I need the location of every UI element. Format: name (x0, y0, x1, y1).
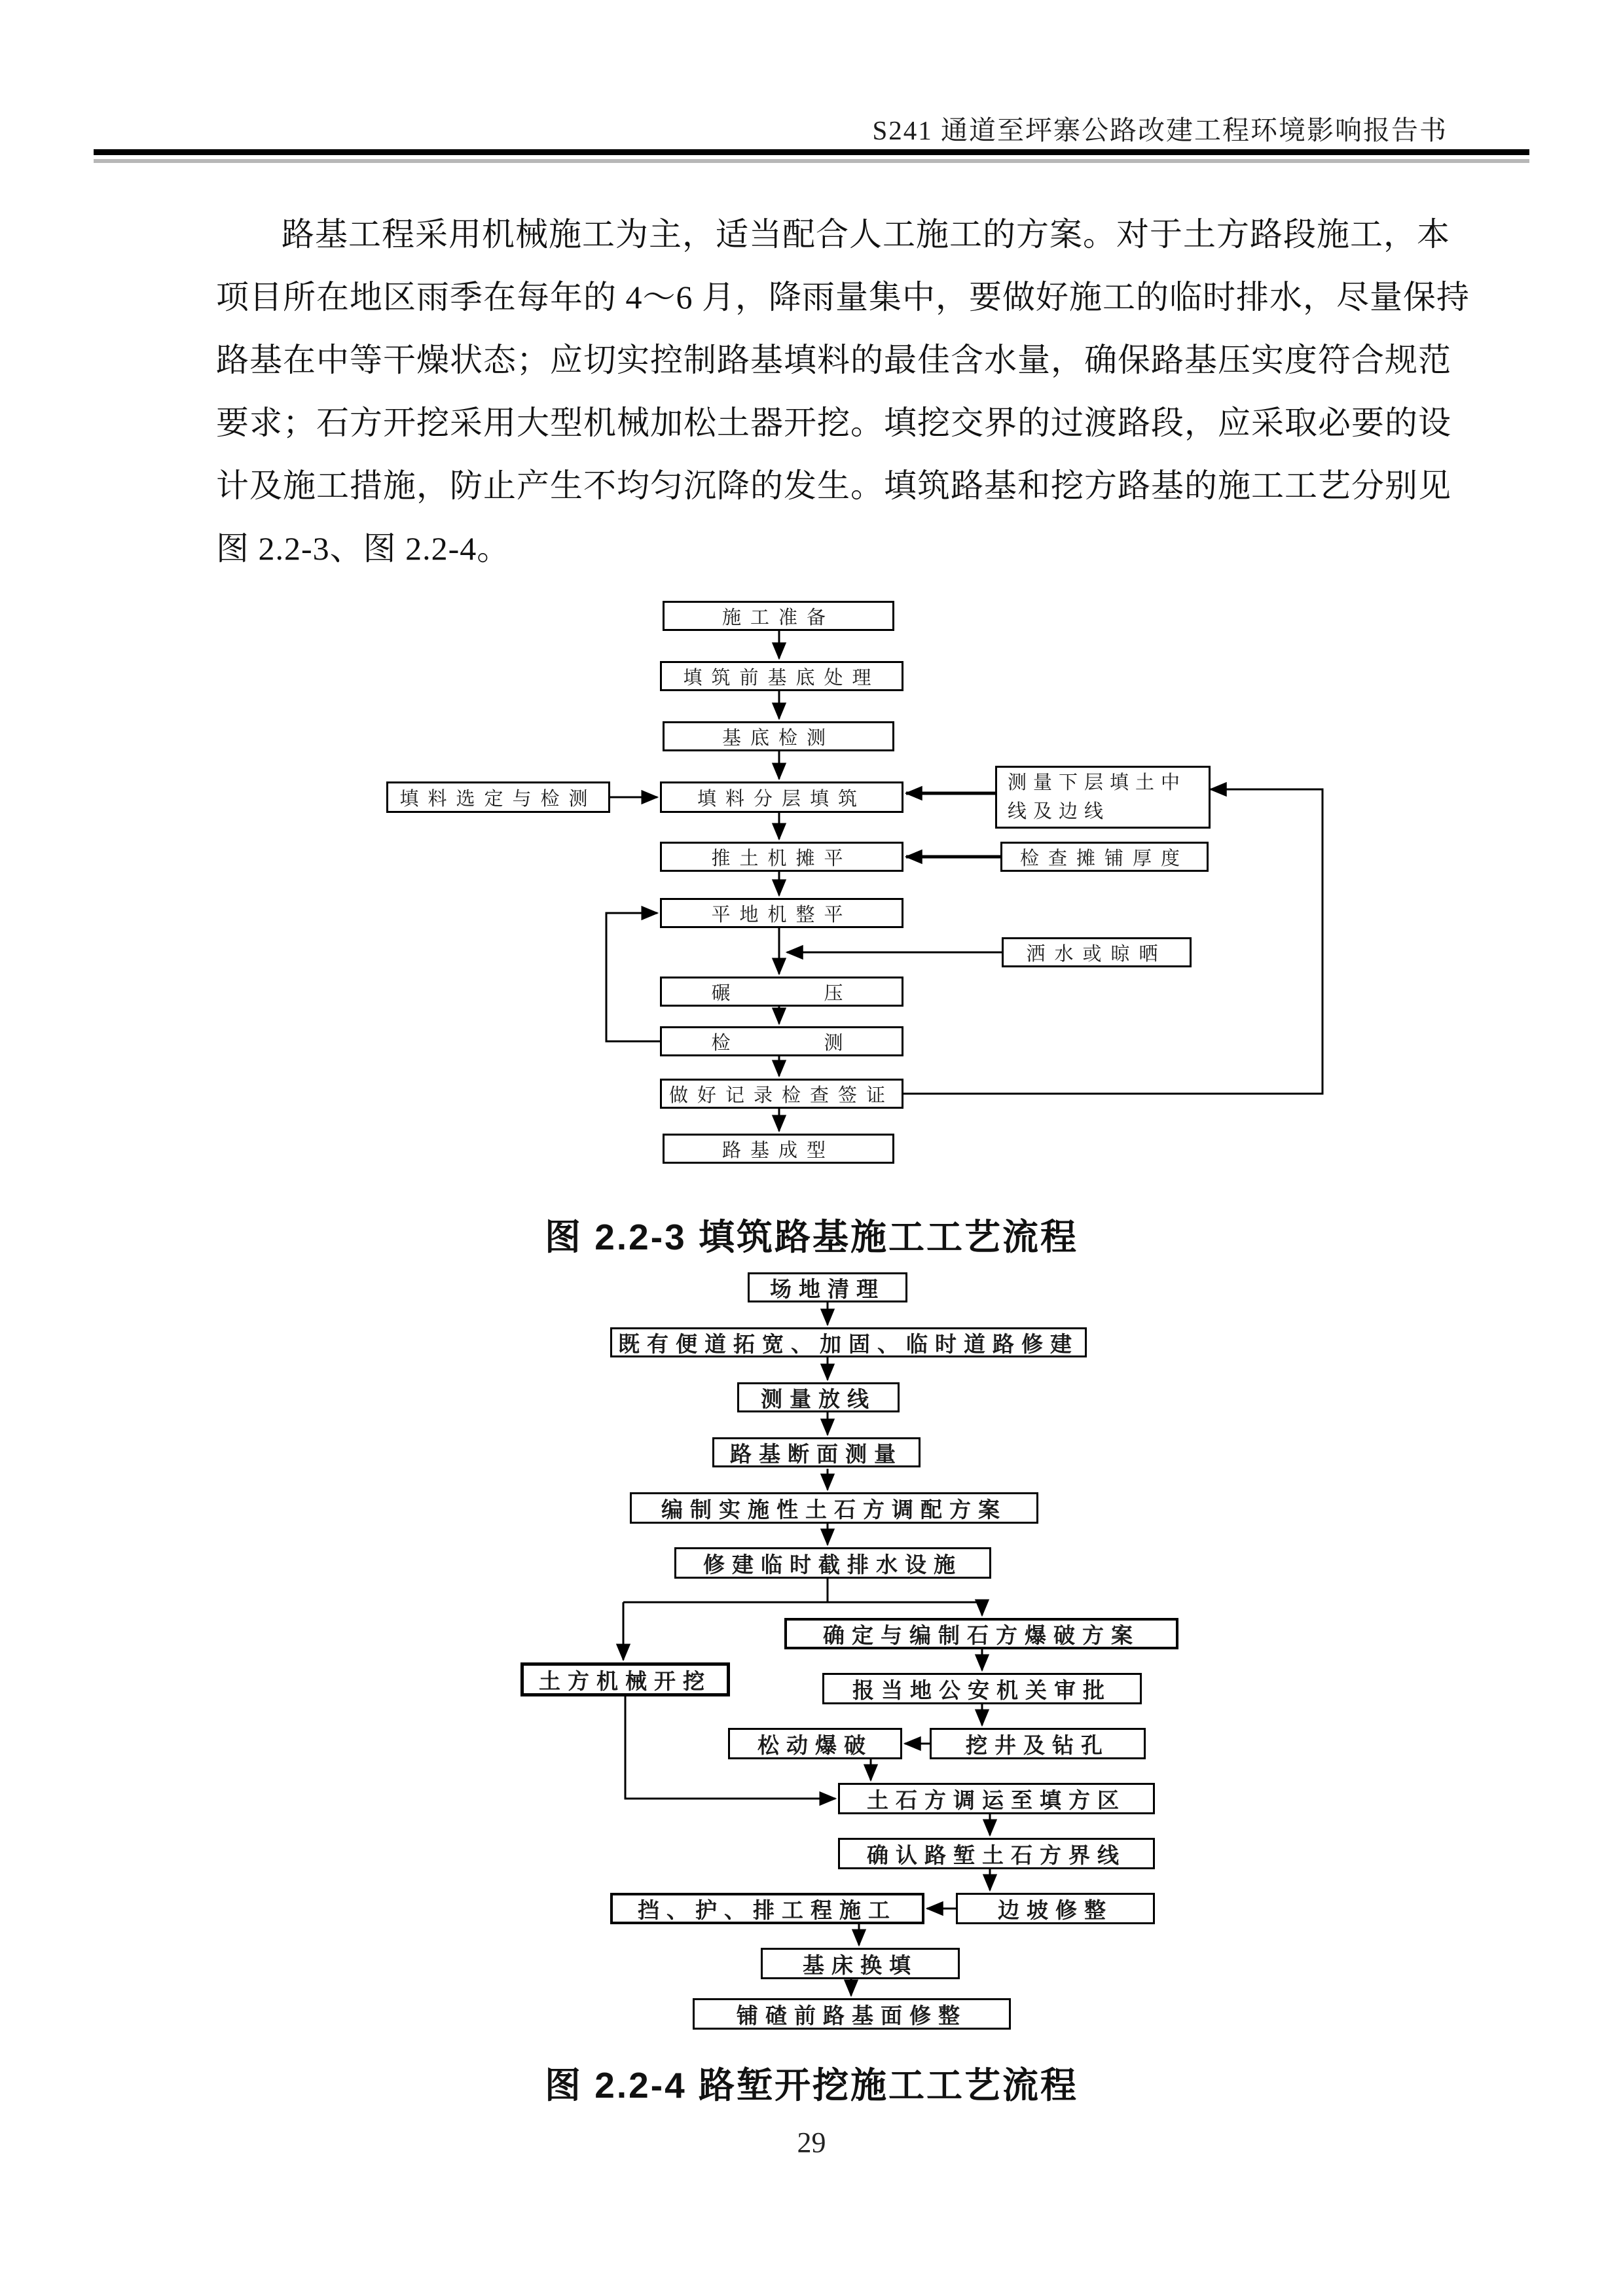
fc1-node-bulldozer-spread: 推土机摊平 (660, 842, 903, 872)
fc2-node-slope-trimming: 边坡修整 (956, 1893, 1155, 1924)
paragraph-line: 路基工程采用机械施工为主，适当配合人工施工的方案。对于土方路段施工，本 (282, 216, 1450, 253)
page-number: 29 (797, 2126, 826, 2159)
fc2-node-section-survey: 路基断面测量 (712, 1437, 921, 1467)
fc1-node-record-signoff: 做好记录检查签证 (660, 1079, 903, 1109)
fc2-node-loosening-blast: 松动爆破 (728, 1728, 902, 1759)
fc1-node-subgrade-formed: 路基成型 (663, 1134, 894, 1164)
fc2-node-mechanical-excavation: 土方机械开挖 (520, 1662, 730, 1696)
paragraph-line: 计及施工措施，防止产生不均匀沉降的发生。填筑路基和挖方路基的施工工艺分别见 (216, 467, 1451, 504)
fc2-node-temp-drainage: 修建临时截排水设施 (674, 1547, 991, 1579)
fc2-node-blasting-plan: 确定与编制石方爆破方案 (784, 1618, 1178, 1649)
fc1-node-measure-lines-row2: 线及边线 (1008, 801, 1110, 822)
paragraph-line: 项目所在地区雨季在每年的 4～6 月，降雨量集中，要做好施工的临时排水，尽量保持 (216, 279, 1470, 315)
fc2-node-bed-replacement: 基床换填 (761, 1948, 960, 1979)
fc1-node-material-selection: 填料选定与检测 (386, 781, 610, 813)
fc1-node-measure-lines (995, 766, 1211, 829)
fc1-node-construction-prep: 施工准备 (663, 601, 894, 631)
fc2-node-confirm-boundary: 确认路堑土石方界线 (838, 1838, 1155, 1869)
fc2-node-site-clearing: 场地清理 (748, 1272, 907, 1302)
fc2-node-police-approval: 报当地公安机关审批 (822, 1673, 1142, 1704)
fc1-node-base-treatment: 填筑前基底处理 (660, 661, 903, 691)
fc1-node-fill-in-layers: 填料分层填筑 (660, 781, 903, 813)
fc1-node-measure-lines-row1: 测量下层填土中 (1008, 772, 1187, 793)
fc2-node-haul-to-fill-area: 土石方调运至填方区 (838, 1783, 1155, 1814)
fc2-node-road-widening: 既有便道拓宽、加固、临时道路修建 (610, 1327, 1087, 1357)
paragraph-line: 路基在中等干燥状态；应切实控制路基填料的最佳含水量，确保路基压实度符合规范 (216, 342, 1451, 378)
paragraph-line: 图 2.2-3、图 2.2-4。 (216, 530, 511, 567)
fc1-node-check-thickness: 检查摊铺厚度 (1000, 842, 1209, 872)
fc2-node-survey-layout: 测量放线 (737, 1382, 900, 1412)
figure2-caption: 图 2.2-4 路堑开挖施工工艺流程 (545, 2065, 1078, 2106)
fc1-node-water-or-dry: 洒水或晾晒 (1002, 937, 1192, 967)
fc2-node-surface-trimming: 铺碴前路基面修整 (693, 1998, 1011, 2030)
fc1-node-base-inspection: 基底检测 (663, 721, 894, 751)
paragraph-line: 要求；石方开挖采用大型机械加松土器开挖。填挖交界的过渡路段，应采取必要的设 (216, 404, 1451, 441)
fc2-node-well-drilling: 挖井及钻孔 (930, 1728, 1146, 1759)
fc1-node-compaction: 碾 压 (660, 977, 903, 1007)
fc1-node-inspection: 检 测 (660, 1026, 903, 1056)
figure1-caption: 图 2.2-3 填筑路基施工工艺流程 (545, 1217, 1078, 1257)
page-header-title: S241 通道至坪寨公路改建工程环境影响报告书 (872, 115, 1448, 145)
fc2-node-earthwork-plan: 编制实施性土石方调配方案 (630, 1492, 1038, 1524)
fc1-node-grader-leveling: 平地机整平 (660, 898, 903, 928)
fc2-node-retaining-works: 挡、护、排工程施工 (610, 1893, 924, 1924)
